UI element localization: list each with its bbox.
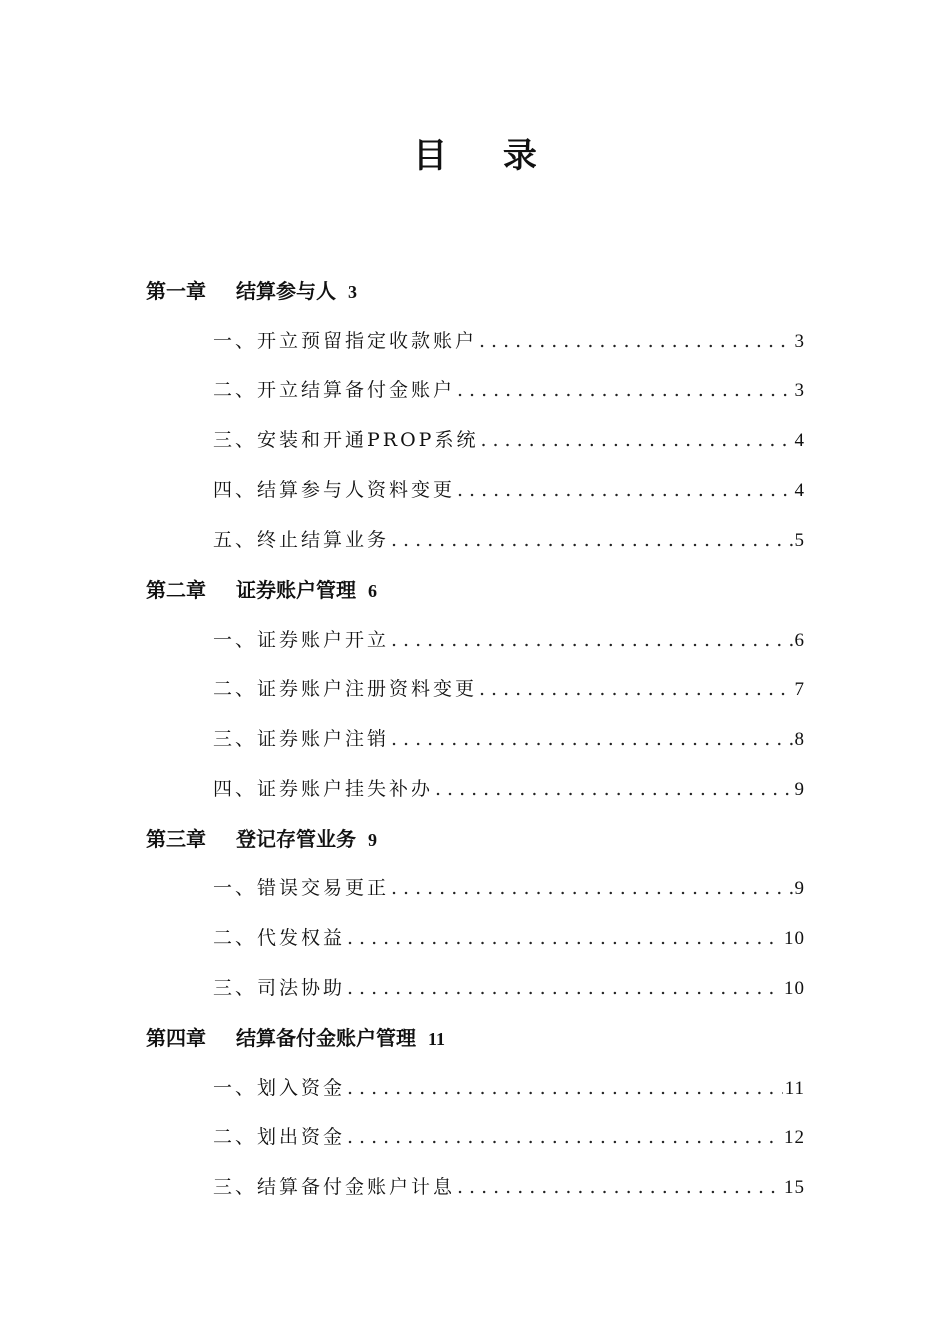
dot-leader [457, 1172, 782, 1202]
chapter-number: 第二章 [146, 578, 206, 602]
toc-entry[interactable] [213, 774, 805, 804]
toc-entry-label: 一、开立预留指定收款账户 [213, 330, 478, 352]
chapter-name: 证券账户管理 [236, 578, 356, 602]
toc-entry-page: 11 [784, 1078, 805, 1099]
toc-entry-page: 4 [794, 480, 805, 501]
dot-leader [391, 625, 792, 655]
toc-entry-label: 二、代发权益 [213, 927, 346, 949]
toc-entry-page: 12 [784, 1127, 805, 1148]
toc-entry[interactable] [213, 1172, 805, 1202]
toc-chapter[interactable] [146, 1023, 445, 1053]
toc-entry-page: 8 [794, 729, 805, 750]
toc-entry-label: 三、证券账户注销 [213, 728, 390, 750]
chapter-name: 结算备付金账户管理 [236, 1026, 416, 1050]
chapter-page-number: 11 [428, 1029, 446, 1049]
toc-entry-label: 二、划出资金 [213, 1126, 346, 1148]
toc-entry-label: 三、安装和开通PROP系统 [213, 429, 479, 451]
chapter-number: 第一章 [146, 279, 206, 303]
toc-entry[interactable] [213, 923, 805, 953]
toc-entry-label: 一、划入资金 [213, 1077, 346, 1099]
toc-entry-label: 四、结算参与人资料变更 [213, 479, 456, 501]
toc-entry[interactable] [213, 375, 805, 405]
toc-entry-label: 一、错误交易更正 [213, 877, 390, 899]
dot-leader [347, 1122, 782, 1152]
toc-entry-page: 15 [784, 1177, 805, 1198]
toc-entry-page: 10 [784, 978, 805, 999]
toc-entry-page: 4 [794, 430, 805, 451]
toc-entry[interactable] [213, 1122, 805, 1152]
toc-entry[interactable] [213, 475, 805, 505]
toc-entry-page: 9 [794, 779, 805, 800]
toc-entry[interactable] [213, 525, 805, 555]
toc-entry-label: 一、证券账户开立 [213, 629, 390, 651]
dot-leader [480, 425, 792, 455]
toc-entry-label: 五、终止结算业务 [213, 529, 390, 551]
dot-leader [457, 475, 792, 505]
dot-leader [347, 1073, 783, 1103]
toc-entry-label: 三、司法协助 [213, 977, 346, 999]
toc-entry-label: 四、证券账户挂失补办 [213, 778, 434, 800]
toc-chapter[interactable] [146, 824, 377, 854]
toc-entry-page: 3 [794, 331, 805, 352]
toc-entry-page: 5 [794, 530, 805, 551]
chapter-name: 登记存管业务 [236, 827, 356, 851]
dot-leader [435, 774, 792, 804]
chapter-page-number: 6 [368, 581, 377, 601]
toc-entry[interactable] [213, 674, 805, 704]
toc-entry-page: 6 [794, 630, 805, 651]
toc-entry[interactable] [213, 724, 805, 754]
toc-entry[interactable] [213, 625, 805, 655]
toc-entry[interactable] [213, 425, 805, 455]
page-title: 目 录 [413, 136, 559, 176]
chapter-page-number: 3 [348, 282, 357, 302]
dot-leader [457, 375, 792, 405]
toc-entry-page: 9 [794, 878, 805, 899]
toc-entry-label: 二、开立结算备付金账户 [213, 379, 456, 401]
dot-leader [391, 525, 792, 555]
toc-entry[interactable] [213, 326, 805, 356]
toc-entry-page: 10 [784, 928, 805, 949]
toc-entry-page: 3 [794, 380, 805, 401]
toc-entry[interactable] [213, 973, 805, 1003]
toc-entry[interactable] [213, 873, 805, 903]
dot-leader [347, 973, 782, 1003]
dot-leader [479, 674, 792, 704]
chapter-number: 第三章 [146, 827, 206, 851]
dot-leader [391, 724, 792, 754]
toc-chapter[interactable] [146, 575, 377, 605]
chapter-page-number: 9 [368, 830, 377, 850]
toc-entry-label: 二、证券账户注册资料变更 [213, 678, 478, 700]
chapter-number: 第四章 [146, 1026, 206, 1050]
toc-entry[interactable] [213, 1073, 805, 1103]
dot-leader [391, 873, 792, 903]
toc-chapter[interactable] [146, 276, 357, 306]
dot-leader [479, 326, 792, 356]
toc-entry-label: 三、结算备付金账户计息 [213, 1176, 456, 1198]
toc-entry-page: 7 [794, 679, 805, 700]
chapter-name: 结算参与人 [236, 279, 336, 303]
dot-leader [347, 923, 782, 953]
